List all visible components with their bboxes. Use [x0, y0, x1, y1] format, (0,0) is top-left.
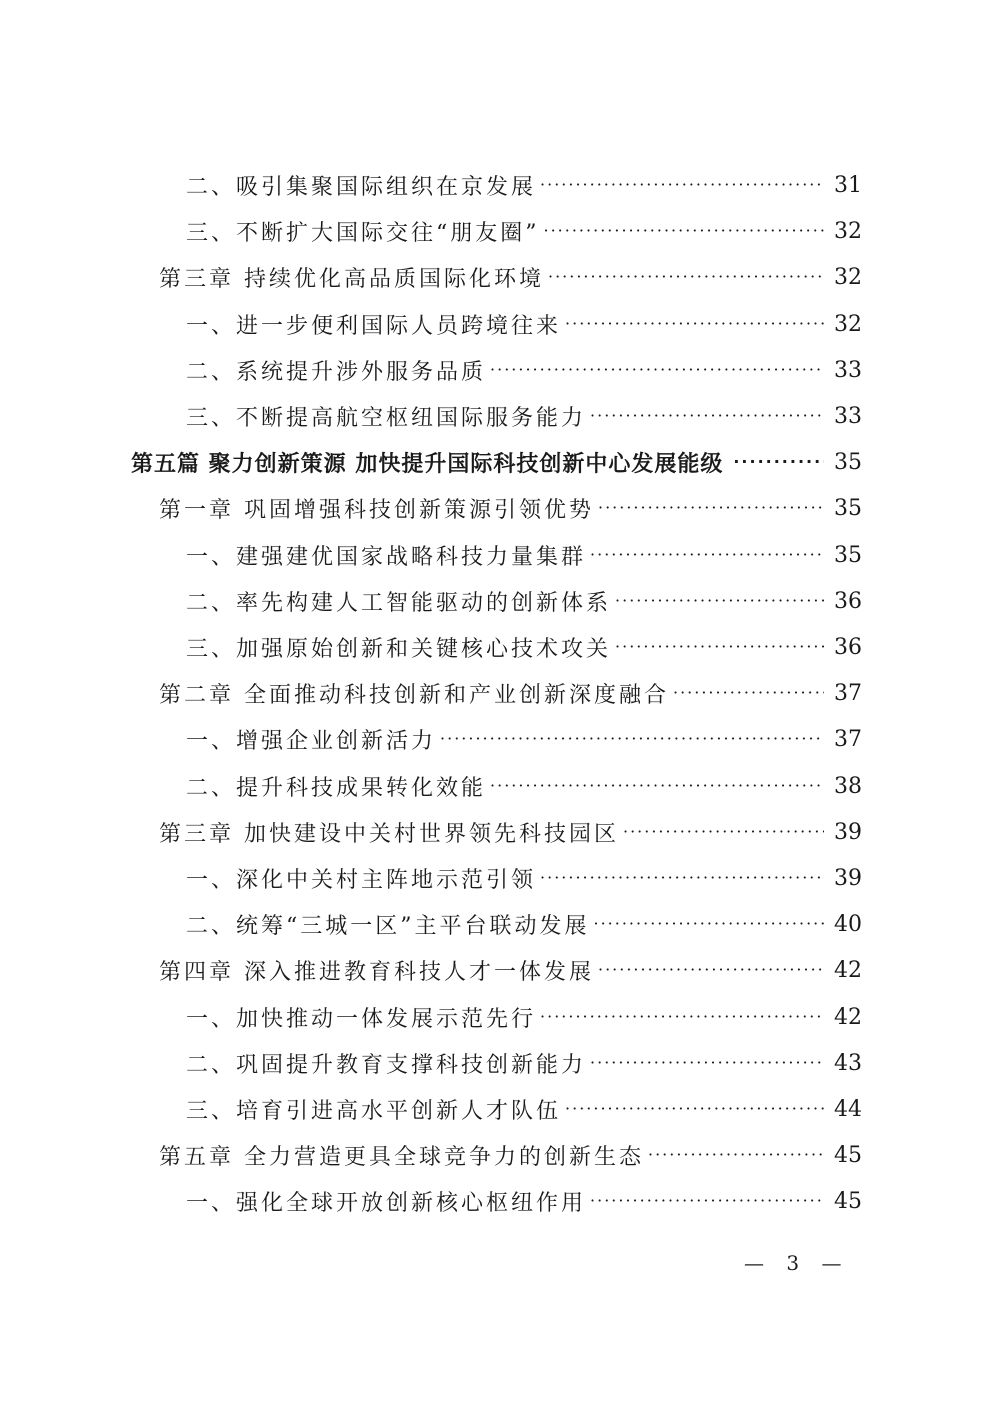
- toc-entry-page-number: 36: [834, 588, 862, 614]
- toc-entry-page-number: 35: [834, 542, 862, 568]
- toc-entry-section: [186, 855, 862, 901]
- toc-dot-leader: [615, 578, 824, 624]
- toc-entry-chapter: [159, 670, 862, 716]
- toc-entry-title: 第三章 持续优化高品质国际化环境: [159, 266, 544, 292]
- toc-entry-page-number: 42: [834, 1004, 862, 1030]
- toc-entry-title: 二、巩固提升教育支撑科技创新能力: [186, 1052, 587, 1078]
- toc-dot-leader: [623, 809, 824, 855]
- toc-dot-leader: [540, 162, 824, 208]
- toc-entry-section: [186, 301, 862, 347]
- toc-entry-title: 一、强化全球开放创新核心枢纽作用: [186, 1190, 587, 1216]
- toc-dot-leader: [548, 254, 824, 300]
- toc-dot-leader: [648, 1132, 824, 1178]
- toc-entry-section: [186, 578, 862, 624]
- toc-dot-leader: [490, 347, 824, 393]
- toc-dot-leader: [540, 994, 824, 1040]
- toc-entry-title: 第四章 深入推进教育科技人才一体发展: [159, 959, 594, 985]
- toc-entry-page-number: 39: [834, 865, 862, 891]
- toc-entry-section: [186, 624, 862, 670]
- toc-entry-page-number: 37: [834, 726, 862, 752]
- toc-entry-title: 三、不断提高航空枢纽国际服务能力: [186, 405, 587, 431]
- toc-entry-page-number: 42: [834, 957, 862, 983]
- toc-entry-chapter: [159, 1132, 862, 1178]
- toc-dot-leader: [540, 855, 824, 901]
- toc-entry-title: 第五章 全力营造更具全球竞争力的创新生态: [159, 1144, 644, 1170]
- toc-dot-leader: [565, 301, 824, 347]
- toc-entry-page-number: 33: [834, 357, 862, 383]
- toc-entry-section: [186, 1086, 862, 1132]
- toc-entry-title: 二、统筹“三城一区”主平台联动发展: [186, 913, 590, 939]
- toc-entry-section: [186, 1040, 862, 1086]
- toc-entry-chapter: [159, 254, 862, 300]
- toc-entry-section: [186, 208, 862, 254]
- toc-entry-section: [186, 763, 862, 809]
- toc-dot-leader: [590, 532, 824, 578]
- toc-entry-title: 三、加强原始创新和关键核心技术攻关: [186, 636, 612, 662]
- toc-entry-page-number: 45: [834, 1188, 862, 1214]
- toc-entry-page-number: 36: [834, 634, 862, 660]
- toc-entry-page-number: 35: [834, 495, 862, 521]
- toc-entry-page-number: 35: [834, 449, 862, 475]
- toc-entry-page-number: 33: [834, 403, 862, 429]
- toc-entry-page-number: 38: [834, 773, 862, 799]
- toc-entry-chapter: [159, 809, 862, 855]
- toc-entry-part: [131, 439, 862, 485]
- toc-entry-title: 三、不断扩大国际交往“朋友圈”: [186, 220, 540, 246]
- toc-dot-leader: [594, 901, 825, 947]
- toc-dot-leader: [598, 947, 824, 993]
- toc-entry-title: 第二章 全面推动科技创新和产业创新深度融合: [159, 682, 669, 708]
- toc-entry-page-number: 37: [834, 680, 862, 706]
- toc-entry-section: [186, 901, 862, 947]
- toc-entry-chapter: [159, 485, 862, 531]
- toc-dot-leader: [565, 1086, 824, 1132]
- toc-dot-leader: [590, 1178, 824, 1224]
- toc-dot-leader: [598, 485, 824, 531]
- toc-entry-page-number: 39: [834, 819, 862, 845]
- toc-entry-page-number: 45: [834, 1142, 862, 1168]
- toc-entry-page-number: 32: [834, 311, 862, 337]
- toc-entry-title: 三、培育引进高水平创新人才队伍: [186, 1098, 562, 1124]
- toc-entry-title: 一、加快推动一体发展示范先行: [186, 1006, 537, 1032]
- toc-entry-title: 一、进一步便利国际人员跨境往来: [186, 313, 562, 339]
- toc-entry-section: [186, 393, 862, 439]
- toc-dot-leader: [733, 439, 824, 485]
- toc-dot-leader: [544, 208, 825, 254]
- toc-dot-leader: [590, 1040, 824, 1086]
- toc-entry-section: [186, 1178, 862, 1224]
- toc-entry-page-number: 32: [834, 264, 862, 290]
- toc-entry-section: [186, 347, 862, 393]
- toc-entry-title: 一、建强建优国家战略科技力量集群: [186, 544, 587, 570]
- page-number: — 3 —: [744, 1251, 850, 1275]
- toc-entry-page-number: 43: [834, 1050, 862, 1076]
- toc-entry-title: 二、系统提升涉外服务品质: [186, 359, 487, 385]
- toc-dot-leader: [440, 716, 824, 762]
- toc-entry-title: 一、增强企业创新活力: [186, 728, 437, 754]
- toc-entry-section: [186, 716, 862, 762]
- toc-entry-title: 第一章 巩固增强科技创新策源引领优势: [159, 497, 594, 523]
- toc-dot-leader: [673, 670, 824, 716]
- toc-entry-section: [186, 994, 862, 1040]
- toc-entry-page-number: 44: [834, 1096, 862, 1122]
- toc-dot-leader: [490, 763, 824, 809]
- toc-dot-leader: [590, 393, 824, 439]
- toc-entry-title: 一、深化中关村主阵地示范引领: [186, 867, 537, 893]
- toc-entry-section: [186, 532, 862, 578]
- toc-entry-title: 二、吸引集聚国际组织在京发展: [186, 174, 537, 200]
- toc-entry-section: [186, 162, 862, 208]
- toc-entry-title: 二、提升科技成果转化效能: [186, 775, 487, 801]
- toc-entry-title: 二、率先构建人工智能驱动的创新体系: [186, 590, 612, 616]
- toc-entry-page-number: 32: [834, 218, 862, 244]
- toc-dot-leader: [615, 624, 824, 670]
- toc-entry-page-number: 31: [834, 172, 862, 198]
- toc-entry-chapter: [159, 947, 862, 993]
- toc-entry-title: 第五篇 聚力创新策源 加快提升国际科技创新中心发展能级: [131, 451, 724, 477]
- toc-entry-page-number: 40: [834, 911, 862, 937]
- toc-entry-title: 第三章 加快建设中关村世界领先科技园区: [159, 821, 619, 847]
